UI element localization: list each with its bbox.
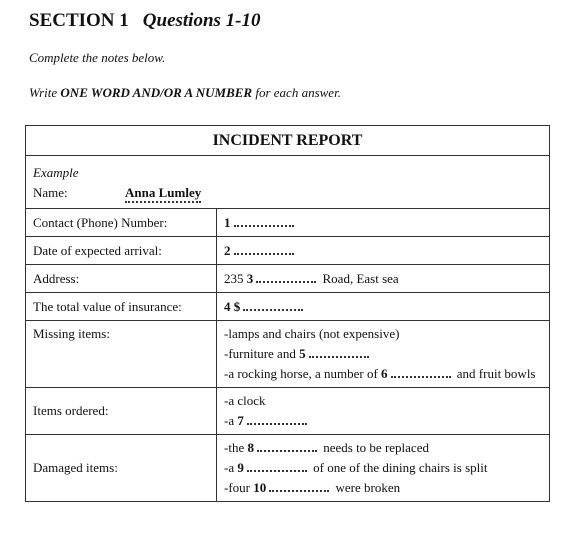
row-value-ordered: -a clock -a 7 bbox=[217, 388, 550, 435]
row-label-contact: Contact (Phone) Number: bbox=[26, 209, 217, 237]
question-number: 6 bbox=[381, 366, 388, 381]
question-number: 2 bbox=[224, 242, 231, 258]
row-label-insurance: The total value of insurance: bbox=[26, 293, 217, 321]
row-label-arrival: Date of expected arrival: bbox=[26, 237, 217, 265]
question-number: 10 bbox=[253, 480, 267, 495]
question-number: 3 bbox=[246, 270, 254, 286]
example-label: Example bbox=[33, 165, 79, 180]
row-value-insurance: 4 $ bbox=[217, 293, 550, 321]
answer-blank-8[interactable] bbox=[257, 440, 317, 452]
answer-blank-6[interactable] bbox=[391, 366, 451, 378]
row-label-missing: Missing items: bbox=[26, 321, 217, 388]
question-number: 4 bbox=[224, 298, 231, 314]
word-limit: ONE WORD AND/OR A NUMBER bbox=[60, 85, 253, 100]
answer-blank-5[interactable] bbox=[309, 346, 369, 358]
example-value: Anna Lumley bbox=[125, 185, 201, 203]
question-number: 1 bbox=[224, 214, 231, 230]
row-value-missing: -lamps and chairs (not expensive) -furniture and 5 -a rocking horse, a number of 6 and fruit bowls bbox=[217, 321, 550, 388]
section-header bbox=[29, 10, 261, 32]
table-row bbox=[26, 265, 550, 293]
row-label-ordered: Items ordered: bbox=[26, 388, 217, 435]
incident-report-table bbox=[25, 125, 550, 502]
answer-blank-3[interactable] bbox=[256, 271, 316, 283]
question-number: 8 bbox=[247, 440, 254, 455]
table-row bbox=[26, 388, 550, 435]
question-number: 5 bbox=[299, 346, 306, 361]
example-row bbox=[26, 156, 550, 209]
answer-blank-2[interactable] bbox=[234, 243, 294, 255]
row-value-contact bbox=[217, 209, 550, 237]
answer-blank-1[interactable] bbox=[234, 215, 294, 227]
row-value-address: 235 3 Road, East sea bbox=[217, 265, 550, 293]
table-row bbox=[26, 209, 550, 237]
questions-range: Questions 1-10 bbox=[142, 10, 261, 31]
table-row bbox=[26, 293, 550, 321]
answer-blank-4[interactable] bbox=[243, 299, 303, 311]
row-value-damaged: -the 8 needs to be replaced -a 9 of one of the dining chairs is split -four 10 were broken bbox=[217, 435, 550, 502]
question-number: 9 bbox=[237, 460, 244, 475]
report-title: INCIDENT REPORT bbox=[26, 126, 550, 156]
table-row bbox=[26, 321, 550, 388]
table-row bbox=[26, 435, 550, 502]
answer-blank-9[interactable] bbox=[247, 460, 307, 472]
row-label-address: Address: bbox=[26, 265, 217, 293]
answer-blank-10[interactable] bbox=[269, 480, 329, 492]
row-value-arrival bbox=[217, 237, 550, 265]
row-label-damaged: Damaged items: bbox=[26, 435, 217, 502]
question-number: 7 bbox=[237, 413, 244, 428]
table-row bbox=[26, 237, 550, 265]
answer-blank-7[interactable] bbox=[247, 413, 307, 425]
instruction-write: Write ONE WORD AND/OR A NUMBER for each answer. bbox=[29, 85, 341, 100]
section-title: SECTION 1 bbox=[29, 10, 129, 31]
instruction-complete: Complete the notes below. bbox=[29, 50, 166, 65]
example-field: Name: bbox=[33, 185, 68, 200]
